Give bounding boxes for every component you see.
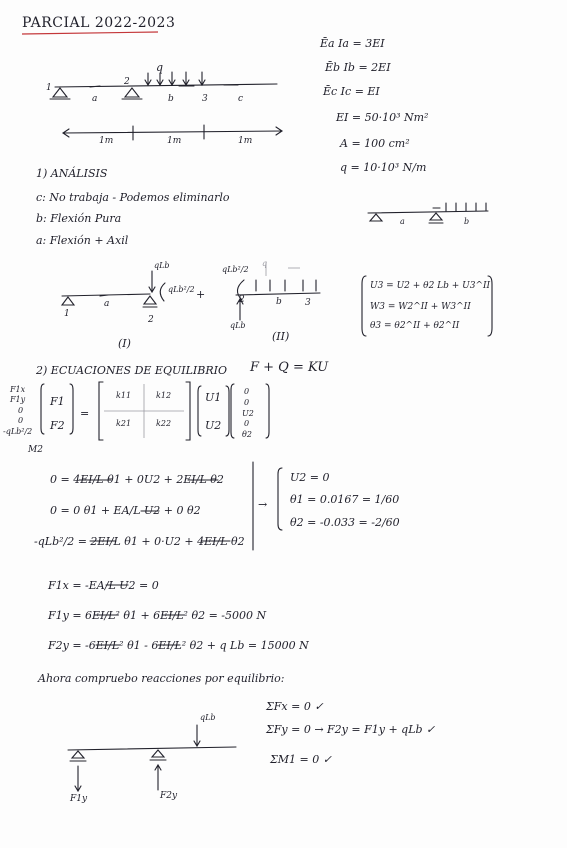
- analysis-line-a: a: Flexión + Axil: [36, 234, 129, 247]
- equals-sign: =: [80, 407, 90, 420]
- vec-F1: F1: [50, 395, 65, 408]
- check-heading: Ahora compruebo reacciones por equilibrio:: [38, 672, 285, 685]
- reaction-F2y: F2y = -6EI/L² θ1 - 6EI/L² θ2 + q Lb = 15000 N: [48, 639, 309, 652]
- vec-left-4: -qLb²/2: [3, 427, 33, 436]
- vec-F2: F2: [50, 419, 65, 432]
- check-F2y: F2y: [160, 791, 178, 801]
- node-3-label: 3: [202, 94, 208, 104]
- analysis-line-b: b: Flexión Pura: [36, 212, 122, 225]
- span-3-label: 1m: [238, 136, 253, 146]
- bar-c-label: c: [238, 94, 244, 104]
- check-F1y: F1y: [70, 794, 88, 804]
- vec-left-1: F1y: [10, 395, 26, 404]
- property-q: q = 10·10³ N/m: [340, 161, 427, 174]
- case-I-node-1: 1: [64, 309, 70, 319]
- case-II-q: q: [262, 259, 268, 268]
- node-2-label: 2: [124, 77, 130, 87]
- superposition-theta3: θ3 = θ2^II + θ2^II: [370, 321, 460, 331]
- matrix-brackets: [41, 382, 269, 440]
- vec-U2: U2: [205, 419, 222, 432]
- superposition-u3: U3 = U2 + θ2 Lb + U3^II: [370, 281, 491, 291]
- property-b: Ēb Ib = 2EI: [325, 61, 391, 74]
- property-area: A = 100 cm²: [340, 137, 410, 150]
- system-eq-1: 0 = 4EI/L θ1 + 0U2 + 2EI/L θ2: [50, 473, 224, 486]
- distributed-load-arrows: [145, 72, 205, 85]
- matrix-k21: k21: [116, 419, 132, 428]
- case-II-moment: qLb²/2: [222, 265, 249, 274]
- reaction-F1x: F1x = -EA/L U2 = 0: [48, 579, 159, 592]
- check-sum-fy: ΣFy = 0 → F2y = F1y + qLb ✓: [266, 723, 436, 736]
- system-eq-3: -qLb²/2 = 2EI/L θ1 + 0·U2 + 4EI/L θ2: [34, 535, 245, 548]
- case-I-node-2: 2: [148, 315, 154, 325]
- case-II-diagram: [236, 259, 320, 320]
- span-2-label: 1m: [167, 136, 182, 146]
- matrix-k22: k22: [156, 419, 172, 428]
- property-a: Ēa Ia = 3EI: [320, 37, 385, 50]
- system-arrow: →: [258, 498, 268, 511]
- vec-u-2: U2: [242, 409, 254, 418]
- case-II-bar-b: b: [276, 297, 282, 307]
- small-beam-diagram: [368, 203, 488, 223]
- title-underline: [22, 32, 158, 34]
- bracket-left: [362, 276, 366, 336]
- solution-bracket: [278, 468, 282, 530]
- small-beam-b: b: [464, 217, 470, 226]
- bar-a-label: a: [92, 94, 98, 104]
- system-eq-2: 0 = 0 θ1 + EA/L U2 + 0 θ2: [50, 504, 201, 517]
- vec-u-4: θ2: [242, 430, 252, 439]
- check-load: qLb: [200, 713, 216, 722]
- page-title: PARCIAL 2022-2023: [22, 15, 176, 31]
- bar-b-label: b: [168, 94, 174, 104]
- case-II-node-2: 2: [239, 295, 245, 305]
- small-beam-a: a: [400, 217, 405, 226]
- vec-U1: U1: [205, 391, 222, 404]
- matrix-k11: k11: [116, 391, 132, 400]
- vec-left-3: 0: [18, 416, 24, 425]
- equilibrium-heading: 2) ECUACIONES DE EQUILIBRIO: [36, 364, 227, 377]
- case-I-bar-a: a: [104, 299, 110, 309]
- vec-left-0: F1x: [10, 385, 26, 394]
- superposition-w3: W3 = W2^II + W3^II: [370, 302, 471, 312]
- span-1-label: 1m: [99, 136, 114, 146]
- property-ei: EI = 50·10³ Nm²: [336, 111, 429, 124]
- check-sum-fx: ΣFx = 0 ✓: [266, 700, 324, 713]
- case-I-load: qLb: [154, 261, 170, 270]
- matrix-k12: k12: [156, 391, 172, 400]
- vec-u-0: 0: [244, 387, 250, 396]
- equilibrium-equation: F + Q = KU: [250, 360, 329, 375]
- analysis-heading: 1) ANÁLISIS: [36, 167, 108, 180]
- pin-support-1: [53, 88, 67, 97]
- analysis-line-c: c: No trabaja - Podemos eliminarlo: [36, 191, 230, 204]
- load-label: q: [156, 61, 164, 74]
- pin-support-2: [125, 88, 139, 97]
- vec-u-1: 0: [244, 398, 250, 407]
- case-I-diagram: [62, 271, 165, 307]
- beam-line: [55, 84, 277, 87]
- check-sum-m1: ΣM1 = 0 ✓: [270, 753, 332, 766]
- node-1-label: 1: [46, 83, 52, 93]
- property-c: Ēc Ic = EI: [323, 85, 380, 98]
- main-beam-diagram: [50, 72, 282, 140]
- vec-u-3: 0: [244, 419, 250, 428]
- case-II-label: (II): [272, 330, 290, 343]
- case-II-node-3: 3: [305, 298, 311, 308]
- case-I-label: (I): [118, 337, 131, 350]
- case-I-moment: qLb²/2: [168, 285, 195, 294]
- vec-left-2: 0: [18, 406, 24, 415]
- reaction-F1y: F1y = 6EI/L² θ1 + 6EI/L² θ2 = -5000 N: [48, 609, 267, 622]
- solution-u2: U2 = 0: [290, 471, 330, 484]
- case-II-reaction: qLb: [230, 321, 246, 330]
- dimension-line: [63, 131, 282, 133]
- mid-label: M2: [28, 445, 43, 455]
- plus-sign: +: [196, 288, 206, 301]
- solution-theta1: θ1 = 0.0167 = 1/60: [290, 493, 400, 506]
- solution-theta2: θ2 = -0.033 = -2/60: [290, 516, 400, 529]
- equilibrium-check-diagram: [68, 725, 236, 791]
